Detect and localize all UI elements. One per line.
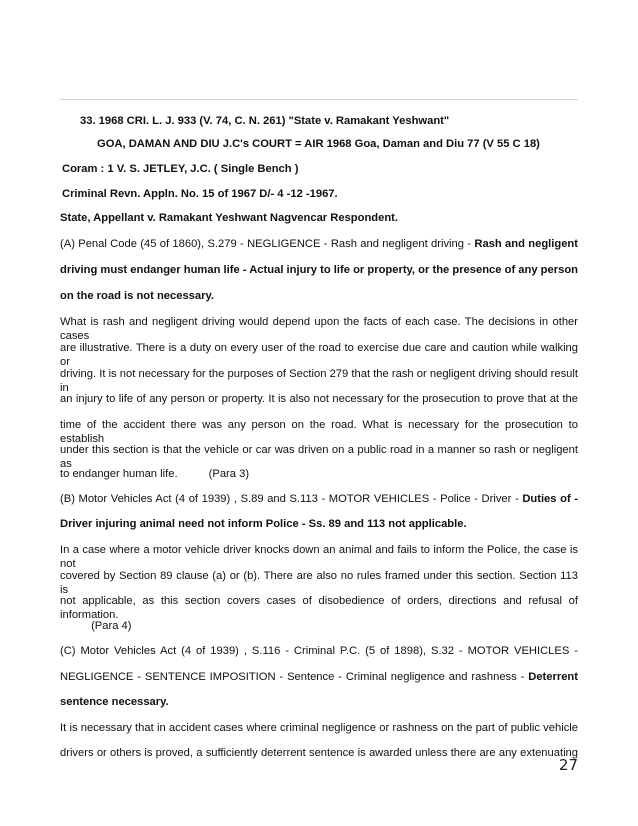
para-a-line: time of the accident there was any person on the road. What is necessary for the prosecution to establish — [60, 419, 578, 445]
headnote-a-line-2: driving must endanger human life - Actual injury to life or property, or the presence of any person — [60, 264, 578, 276]
para-a-line: What is rash and negligent driving would depend upon the facts of each case. The decisions in other cases — [60, 316, 578, 342]
para-a-line: to endanger human life. (Para 3) — [60, 468, 250, 480]
headnote-c-line-2 — [60, 670, 578, 684]
headnote-a-topic: (A) Penal Code (45 of 1860), S.279 - NEGLIGENCE - Rash and negligent driving - — [60, 238, 475, 250]
court-citation: GOA, DAMAN AND DIU J.C's COURT = AIR 1968 Goa, Daman and Diu 77 (V 55 C 18) — [97, 138, 540, 150]
para-c-line: It is necessary that in accident cases where criminal negligence or rashness on the part of public vehicle — [60, 722, 578, 734]
case-number: Criminal Revn. Appln. No. 15 of 1967 D/- 4 -12 -1967. — [62, 188, 338, 200]
para-b-line: In a case where a motor vehicle driver knocks down an animal and fails to inform the Police, the case is not — [60, 544, 578, 570]
headnote-b-topic: (B) Motor Vehicles Act (4 of 1939) , S.89 and S.113 - MOTOR VEHICLES - Police - Driver - — [60, 493, 523, 505]
headnote-a-line-3: on the road is not necessary. — [60, 290, 214, 302]
headnote-b-line-1 — [60, 492, 578, 506]
page-number: 27 — [558, 756, 578, 774]
headnote-b-line-2: Driver injuring animal need not inform Police - Ss. 89 and 113 not applicable. — [60, 518, 467, 530]
para-b-line: covered by Section 89 clause (a) or (b). There are also no rules framed under this section. Section 113 is — [60, 570, 578, 596]
para-b-line: (Para 4) — [60, 620, 132, 632]
para-a-line: an injury to life of any person or property. It is also not necessary for the prosecution to prove that at the — [60, 393, 578, 405]
headnote-c-line-3: sentence necessary. — [60, 696, 169, 708]
para-a-line: under this section is that the vehicle or car was driven on a public road in a manner so rash or negligent as — [60, 444, 578, 470]
parties: State, Appellant v. Ramakant Yeshwant Nagvencar Respondent. — [60, 212, 398, 224]
para-b-line: not applicable, as this section covers cases of disobedience of orders, directions and refusal of information. — [60, 595, 578, 621]
headnote-c-line-1: (C) Motor Vehicles Act (4 of 1939) , S.116 - Criminal P.C. (5 of 1898), S.32 - MOTOR VEHICLES - — [60, 645, 578, 657]
headnote-b-holding: Duties of - — [522, 493, 579, 505]
para-c-line: drivers or others is proved, a sufficiently deterrent sentence is awarded unless there are any extenuating — [60, 747, 578, 759]
headnote-c-holding: Deterrent — [528, 671, 578, 683]
case-citation: 33. 1968 CRI. L. J. 933 (V. 74, C. N. 261) "State v. Ramakant Yeshwant" — [80, 115, 450, 127]
para-a-line: driving. It is not necessary for the purposes of Section 279 that the rash or negligent driving should result in — [60, 368, 578, 394]
headnote-a-line-1 — [60, 237, 578, 251]
coram: Coram : 1 V. S. JETLEY, J.C. ( Single Bench ) — [62, 163, 299, 175]
para-a-line: are illustrative. There is a duty on every user of the road to exercise due care and caution while walking or — [60, 342, 578, 368]
header-divider — [60, 99, 578, 100]
headnote-c-topic: NEGLIGENCE - SENTENCE IMPOSITION - Sentence - Criminal negligence and rashness - — [60, 671, 529, 683]
headnote-a-holding: Rash and negligent — [474, 238, 578, 250]
